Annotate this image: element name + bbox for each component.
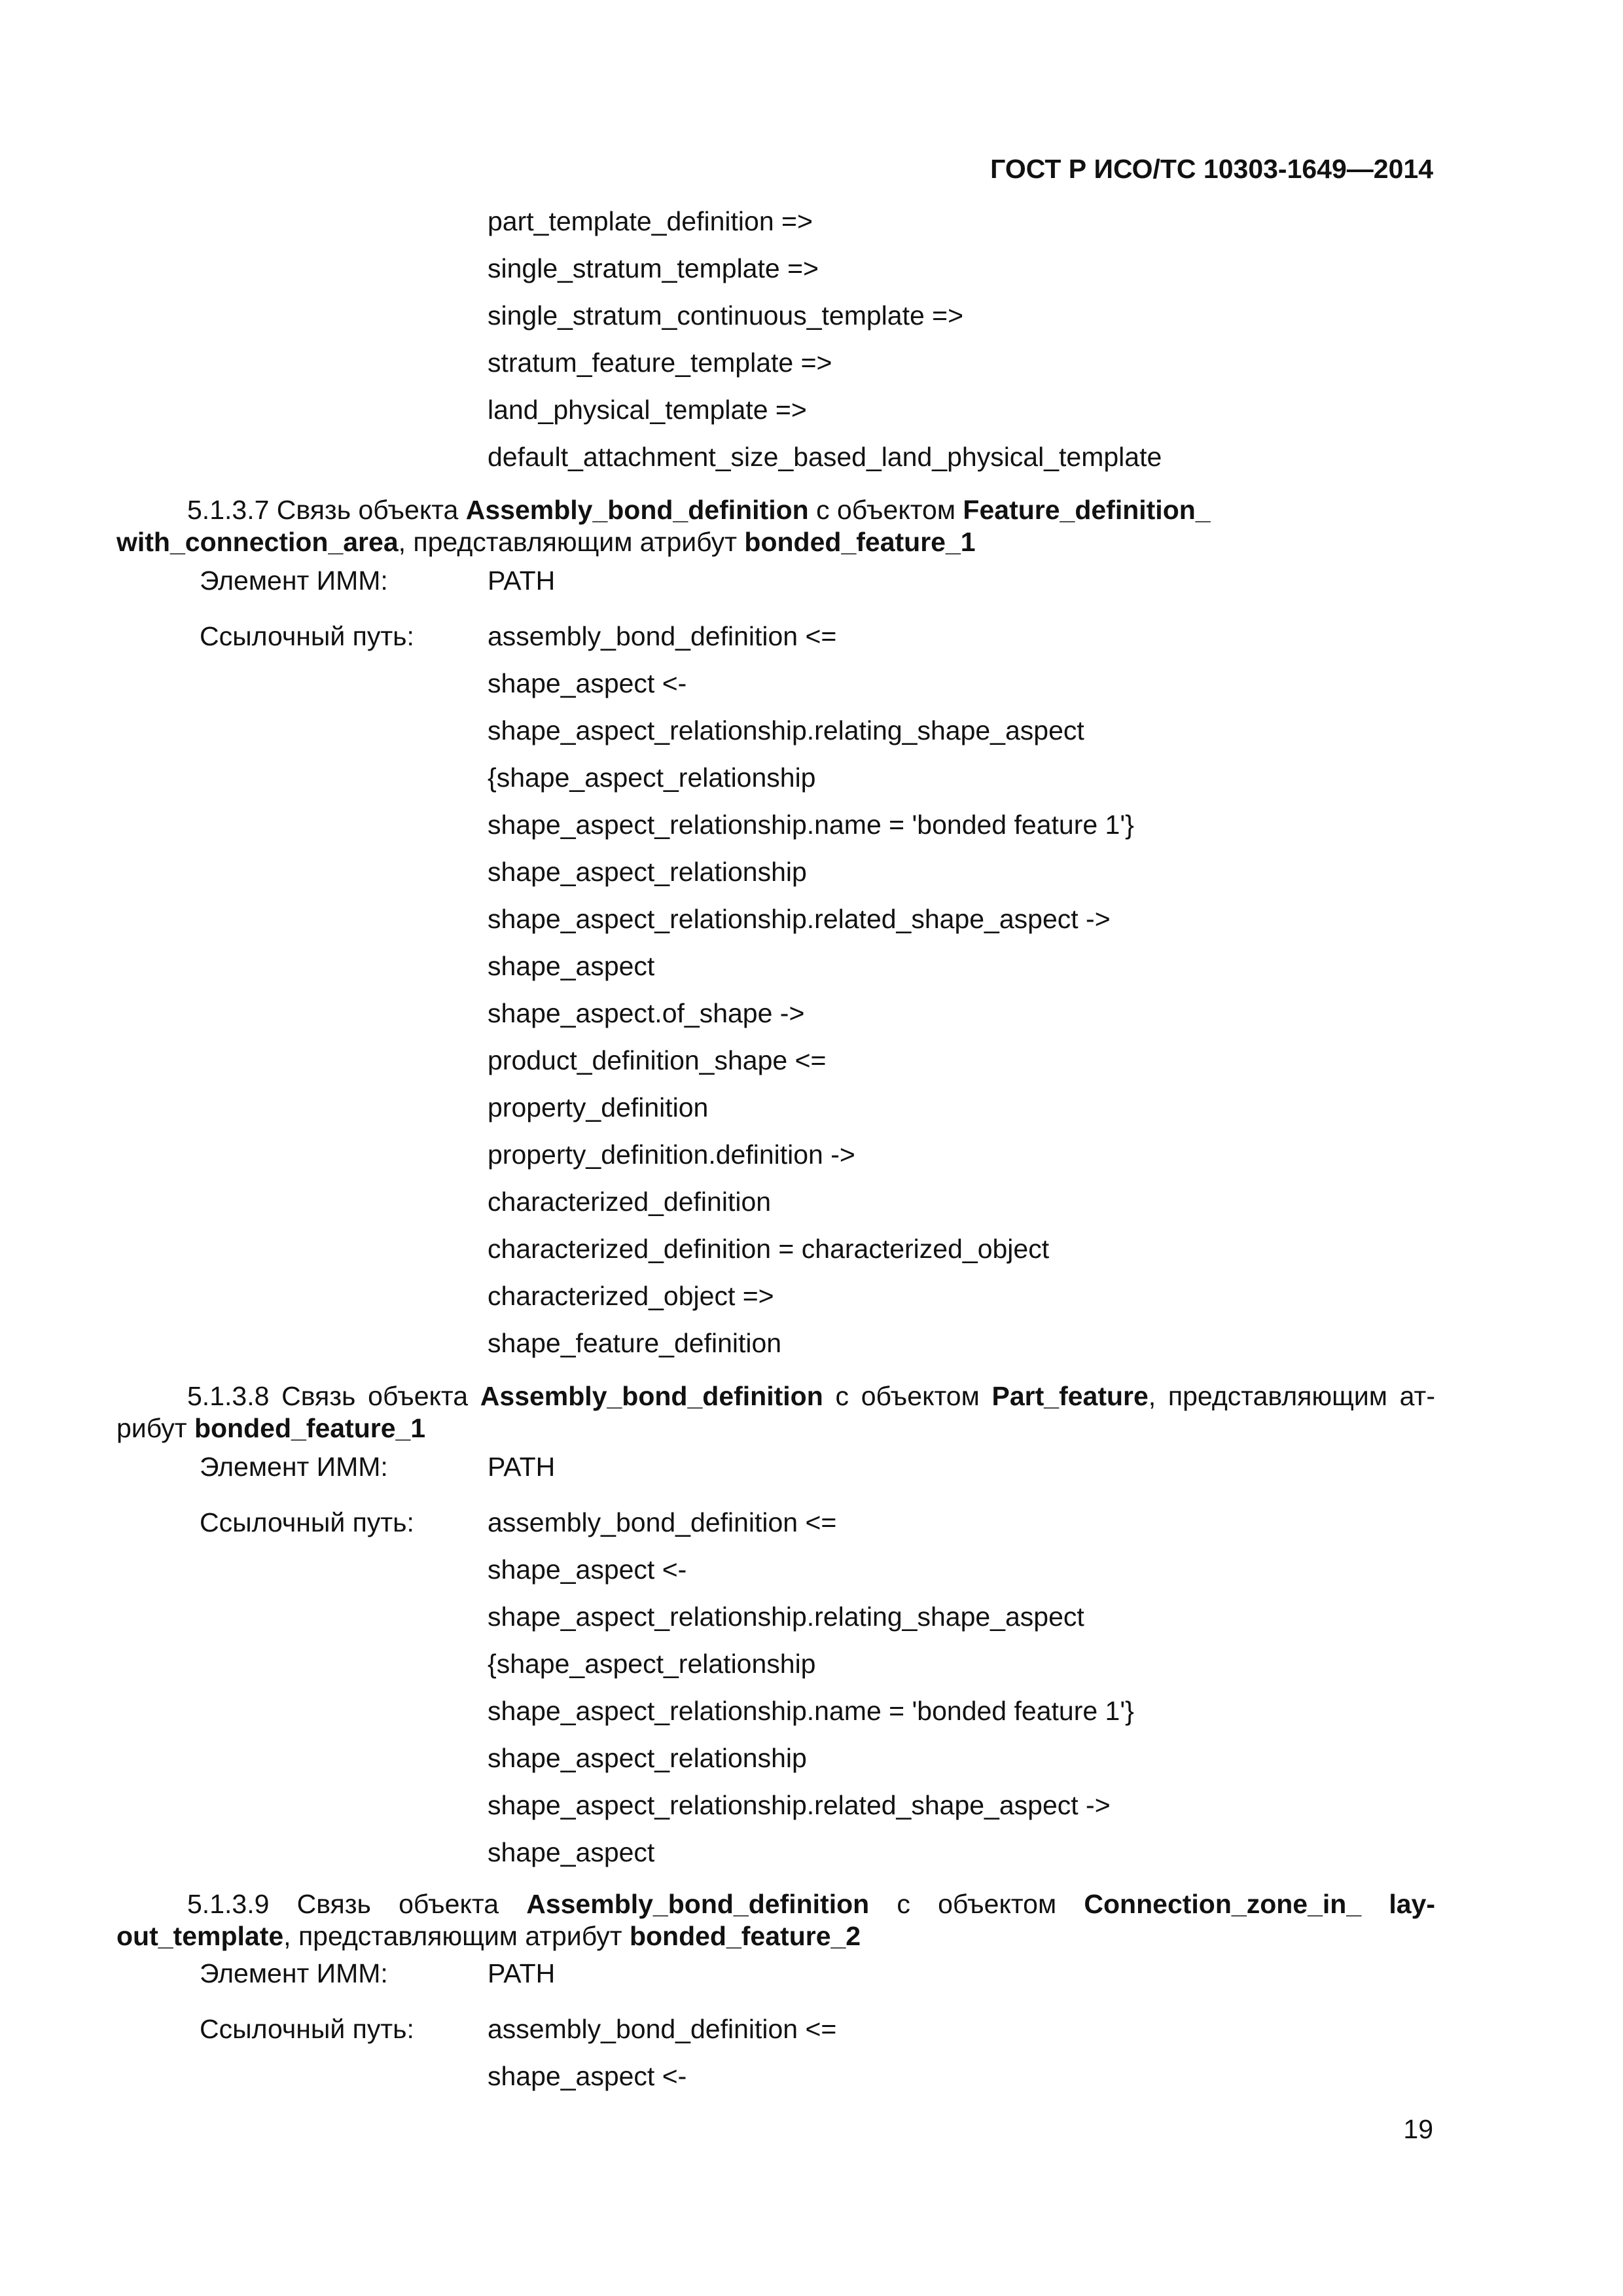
entity-name: Feature_definition_	[963, 495, 1211, 525]
section-number: 5.1.3.7	[187, 495, 270, 525]
element-label: Элемент ИММ:	[200, 565, 388, 596]
path-line: assembly_bond_definition <=	[488, 2014, 837, 2044]
entity-name: with_connection_area	[116, 527, 399, 557]
path-line: shape_aspect	[488, 951, 655, 981]
path-line: shape_aspect	[488, 1837, 655, 1867]
intro-line: land_physical_template =>	[488, 395, 807, 425]
element-value: PATH	[488, 565, 556, 596]
section-heading-5-1-3-7: 5.1.3.7 Связь объекта Assembly_bond_definition с объектом Feature_definition_ with_connection_area, представляющим атрибут bonded_feature_1	[116, 495, 1211, 557]
path-line: shape_aspect <-	[488, 1554, 687, 1585]
intro-line: default_attachment_size_based_land_physical_template	[488, 442, 1162, 472]
path-line: shape_aspect_relationship.relating_shape_aspect	[488, 715, 1084, 745]
document-header: ГОСТ Р ИСО/ТС 10303-1649—2014	[990, 154, 1433, 184]
section-heading-5-1-3-8: 5.1.3.8 Связь объекта Assembly_bond_definition с объектом Part_feature, представляющим ат- рибут bonded_feature_1	[116, 1381, 1435, 1443]
path-line: assembly_bond_definition <=	[488, 1507, 837, 1537]
path-line: product_definition_shape <=	[488, 1045, 827, 1075]
section-heading-5-1-3-9: 5.1.3.9 Связь объекта Assembly_bond_definition с объектом Connection_zone_in_ lay- out_template, представляющим атрибут bonded_feature_2	[116, 1889, 1435, 1951]
reference-path-label: Ссылочный путь:	[200, 2014, 414, 2044]
intro-line: single_stratum_template =>	[488, 253, 819, 283]
path-line: characterized_definition = characterized_object	[488, 1234, 1050, 1264]
element-value: PATH	[488, 1452, 556, 1482]
path-line: {shape_aspect_relationship	[488, 762, 816, 793]
entity-name: Assembly_bond_definition	[480, 1381, 823, 1411]
path-line: shape_aspect.of_shape ->	[488, 998, 805, 1028]
element-value: PATH	[488, 1958, 556, 1988]
intro-line: stratum_feature_template =>	[488, 348, 832, 378]
entity-name: Assembly_bond_definition	[465, 495, 809, 525]
element-label: Элемент ИММ:	[200, 1452, 388, 1482]
path-line: shape_aspect <-	[488, 668, 687, 698]
path-line: shape_aspect_relationship.relating_shape_aspect	[488, 1602, 1084, 1632]
path-line: shape_aspect_relationship.related_shape_aspect ->	[488, 1790, 1111, 1820]
attribute-name: bonded_feature_2	[629, 1921, 861, 1951]
entity-name: out_template	[116, 1921, 284, 1951]
path-line: shape_aspect_relationship.name = 'bonded feature 1'}	[488, 810, 1134, 840]
entity-name: Connection_zone_in_ lay-	[1084, 1889, 1435, 1919]
path-line: shape_aspect_relationship	[488, 857, 807, 887]
path-line: property_definition	[488, 1092, 709, 1122]
intro-line: part_template_definition =>	[488, 206, 813, 236]
path-line: characterized_object =>	[488, 1281, 774, 1311]
entity-name: Assembly_bond_definition	[526, 1889, 870, 1919]
section-number: 5.1.3.9	[187, 1889, 270, 1919]
element-label: Элемент ИММ:	[200, 1958, 388, 1988]
intro-line: single_stratum_continuous_template =>	[488, 300, 964, 331]
page-number: 19	[1403, 2114, 1433, 2144]
attribute-name: bonded_feature_1	[194, 1413, 426, 1443]
entity-name: Part_feature	[991, 1381, 1149, 1411]
section-number: 5.1.3.8	[187, 1381, 270, 1411]
path-line: shape_aspect_relationship	[488, 1743, 807, 1773]
path-line: shape_aspect_relationship.name = 'bonded feature 1'}	[488, 1696, 1134, 1726]
attribute-name: bonded_feature_1	[744, 527, 976, 557]
reference-path-label: Ссылочный путь:	[200, 621, 414, 651]
reference-path-label: Ссылочный путь:	[200, 1507, 414, 1537]
path-line: {shape_aspect_relationship	[488, 1649, 816, 1679]
path-line: property_definition.definition ->	[488, 1139, 855, 1170]
path-line: assembly_bond_definition <=	[488, 621, 837, 651]
path-line: shape_aspect_relationship.related_shape_aspect ->	[488, 904, 1111, 934]
path-line: shape_aspect <-	[488, 2061, 687, 2091]
path-line: shape_feature_definition	[488, 1328, 782, 1358]
path-line: characterized_definition	[488, 1187, 772, 1217]
